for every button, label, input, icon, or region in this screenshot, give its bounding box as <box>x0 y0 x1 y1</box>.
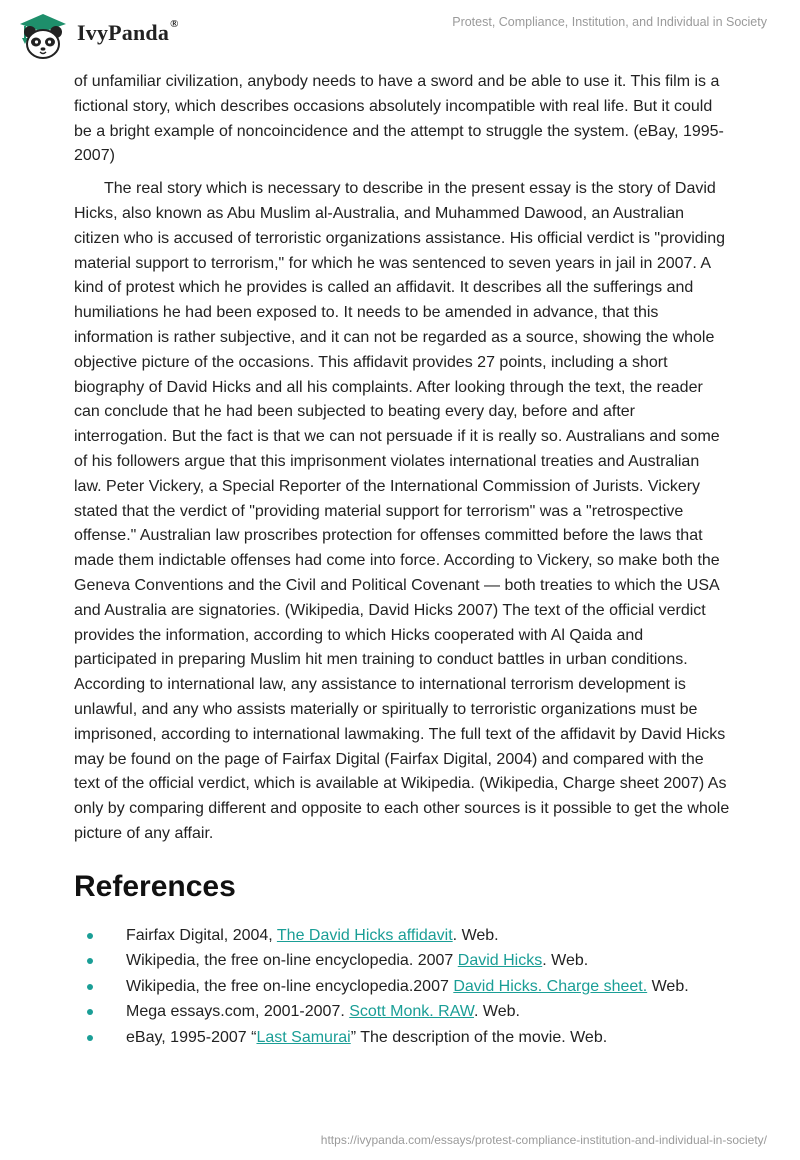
panda-graduation-cap-icon[interactable] <box>14 10 72 62</box>
reference-text: eBay, 1995-2007 “ <box>126 1028 257 1046</box>
reference-item <box>74 1025 730 1051</box>
reference-suffix: . Web. <box>474 1003 520 1021</box>
reference-suffix: . Web. <box>452 926 499 944</box>
reference-link-david-hicks-affidavit[interactable]: The David Hicks affidavit <box>276 926 453 944</box>
reference-link-david-hicks[interactable]: David Hicks <box>457 952 543 970</box>
reference-item <box>74 923 730 949</box>
reference-item <box>74 948 730 974</box>
footer-url[interactable]: https://ivypanda.com/essays/protest-compliance-institution-and-individual-in-society/ <box>320 1133 767 1147</box>
bullet-dot-icon <box>87 984 93 990</box>
reference-text: Fairfax Digital, 2004, <box>126 926 277 944</box>
article-content <box>74 70 730 1050</box>
reference-link-last-samurai[interactable]: Last Samurai <box>256 1028 351 1046</box>
reference-text: Mega essays.com, 2001-2007. <box>126 1003 350 1021</box>
body-paragraph-2: The real story which is necessary to describe in the present essay is the story of David Hicks, also known as Abu Muslim al-Australia, and Muhammed Dawood, an Australian citizen who is accused of terroristic organizations assistance. His official verdict is "providing material support to terrorism," for which he was sentenced to seven years in jail in 2007. A kind of protest which he provides is called an affidavit. It describes all the sufferings and humiliations he had been exposed to. It needs to be amended in advance, that this information is rather subjective, and it can not be regarded as a source, showing the whole objective picture of the occasions. This affidavit provides 27 points, including a short biography of David Hicks and all his complaints. After looking through the text, the reader can conclude that he had been subjected to beating every day, before and after interrogation. But the fact is that we can not persuade if it is really so. Australians and some of his followers argue that this imprisonment violates international treaties and Australian law. Peter Vickery, a Special Reporter of the International Commission of Jurists. Vickery stated that the verdict of "providing material support for terrorism" was a "retrospective offense." Australian law proscribes protection for offenses committed before the laws that made them indictable offenses had come into force. According to Vickery, so make both the Geneva Conventions and the Civil and Political Covenant — both treaties to which the USA and Australia are signatories. (Wikipedia, David Hicks 2007) The text of the official verdict provides the information, according to which Hicks cooperated with Al Qaida and participated in preparing Muslim hit men training to conduct battles in urban conditions. According to international law, any assistance to international terrorism development is unlawful, and any who assists materially or spiritually to terroristic organizations must be imprisoned, according to international lawmaking. The full text of the affidavit by David Hicks may be found on the page of Fairfax Digital (Fairfax Digital, 2004) and compared with the text of the official verdict, which is available at Wikipedia. (Wikipedia, Charge sheet 2007) As only by comparing different and opposite to each other sources is it possible to get the whole picture of any affair. <box>74 180 730 842</box>
bullet-dot-icon <box>87 1009 93 1015</box>
page-header <box>0 0 800 70</box>
brand-name[interactable] <box>77 20 179 46</box>
registered-mark: ® <box>170 18 179 30</box>
reference-item <box>74 999 730 1025</box>
reference-link-scott-monk-raw[interactable]: Scott Monk. RAW <box>349 1003 475 1021</box>
bullet-dot-icon <box>87 933 93 939</box>
bullet-dot-icon <box>87 1035 93 1041</box>
reference-suffix: ” The description of the movie. Web. <box>350 1028 608 1046</box>
reference-suffix: Web. <box>647 977 689 995</box>
body-paragraph-1: of unfamiliar civilization, anybody needs to have a sword and be able to use it. This film is a fictional story, which describes occasions absolutely incompatible with real life. But it could be a bright example of noncoincidence and the attempt to struggle the system. (eBay, 1995-2007) <box>74 73 724 165</box>
brand-text: IvyPanda <box>77 20 170 45</box>
references-heading: References <box>74 869 236 903</box>
reference-item <box>74 974 730 1000</box>
document-title: Protest, Compliance, Institution, and Individual in Society <box>452 15 767 29</box>
bullet-dot-icon <box>87 958 93 964</box>
references-list <box>74 923 730 1051</box>
reference-suffix: . Web. <box>542 952 589 970</box>
reference-text: Wikipedia, the free on-line encyclopedia. 2007 <box>126 952 458 970</box>
reference-link-charge-sheet[interactable]: David Hicks. Charge sheet. <box>453 977 648 995</box>
reference-text: Wikipedia, the free on-line encyclopedia.2007 <box>126 977 454 995</box>
